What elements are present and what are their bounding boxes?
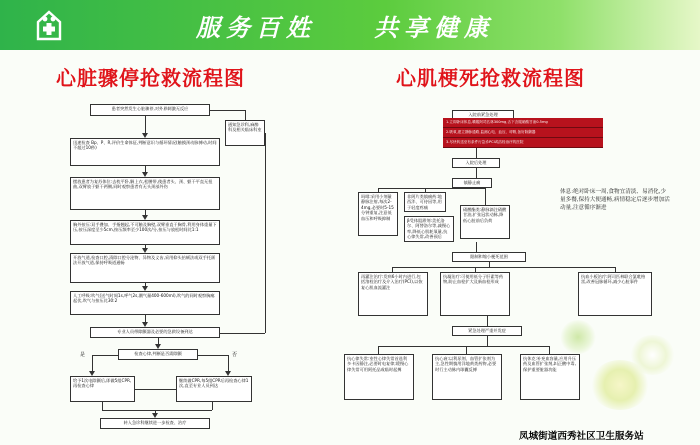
arrow-icon [142, 248, 148, 253]
connector [549, 346, 550, 354]
limit-infarct-box: 限制和缩小梗死范围 [452, 252, 526, 262]
arrow-icon [142, 215, 148, 220]
connector [92, 355, 93, 371]
treatment-box: 硝酸酯类:静脉滴注硝酸甘油,扩张冠状动脉,降低心脏前后负荷 [460, 205, 510, 239]
flow-step-box: 给予1次电除颤后,即做5组CPR,再检查心律 [70, 376, 135, 402]
connector [92, 355, 118, 356]
after-admission-box: 入院后处理 [452, 158, 500, 168]
notify-box: 通知急诊科,麻醉科及相关临床科室 [225, 120, 265, 146]
left-title: 心脏骤停抢救流程图 [56, 66, 245, 90]
connector [615, 267, 616, 272]
connector [466, 346, 467, 354]
connector [145, 116, 146, 133]
arrow-icon [142, 322, 148, 327]
organization-name: 凤城街道西秀社区卫生服务站 [519, 431, 644, 442]
connector [485, 188, 486, 205]
connector [378, 346, 379, 354]
connector [220, 333, 265, 334]
flow-step-box: 继续做CPR,每5组CPR后再检查心律1次,直至专业人员到达 [176, 376, 252, 402]
connector [392, 267, 393, 272]
connector [378, 188, 379, 192]
complications-box: 紧急处理严重并发症 [452, 326, 522, 336]
flow-step-box: 摆放患者为复苏体位:去枕平卧,解上衣,松腰带,使患者头、颈、躯干平直无扭曲,双臂放于躯干两侧,同时观察患者有无头颈部外伤 [70, 177, 220, 210]
therapy-box: 抗凝治疗:可使用低分子肝素等药物,防止血栓扩大及新血栓形成 [440, 272, 510, 316]
flow-start-box: 患者突然发生心脏骤停,对外界刺激无反应 [90, 104, 210, 116]
complication-box: 抗心衰:以利尿剂、血管扩张剂为主,急性期慎用洋地黄类药物,必要时行主动脉内球囊反搏 [432, 354, 502, 400]
connector [392, 267, 616, 268]
connector [476, 148, 477, 158]
flow-decision-box: 检查心律,判断是否需除颤 [118, 349, 198, 360]
arrow-icon [225, 371, 231, 376]
connector [476, 242, 477, 252]
connector [378, 346, 550, 347]
connector [489, 262, 490, 267]
right-title: 心肌梗死抢救流程图 [396, 66, 585, 90]
complication-box: 抗心律失常:室性心律失常首选利多卡因静注,必要时电复律;缓慢心律失常可用阿托品或临时起搏 [344, 354, 414, 400]
sedation-box: 镇静止痛 [452, 178, 492, 188]
connector [210, 110, 245, 111]
arrow-icon [142, 133, 148, 138]
no-label: 否 [232, 352, 238, 358]
flow-step-box: 专业人员带除颤器及必要的急救设备到达 [90, 327, 220, 338]
arrow-icon [142, 286, 148, 291]
yes-label: 是 [80, 352, 86, 358]
connector [475, 267, 476, 272]
flower-decoration [630, 335, 675, 375]
connector [212, 402, 213, 410]
band-line: 2.吸氧,建立静脉通路,监测心电、血压、呼吸,备好除颤器 [443, 128, 603, 138]
leaf-decoration [560, 320, 596, 354]
band-line: 1.立即卧床休息,嚼服阿司匹林300mg,舌下含服硝酸甘油0.5mg [443, 118, 603, 128]
therapy-box: 抗血小板治疗:阿司匹林联合氯吡格雷,改善冠脉循环,减少心脏事件 [578, 272, 652, 316]
connector [487, 316, 488, 326]
treatment-box: β受体阻滞剂:美托洛尔、阿替洛尔等,减慢心率,降低心肌耗氧量,抗心律失常,改善预后 [404, 216, 454, 242]
connector [425, 188, 426, 192]
band-line: 3.尽快转送至有条件行急诊PCI或溶栓治疗的医院 [443, 138, 603, 148]
connector [378, 188, 486, 189]
slogan-right: 共享健康 [374, 13, 494, 42]
pre-hospital-box: 入院前紧急处理 [452, 110, 514, 120]
header-banner [0, 0, 700, 50]
connector [102, 410, 212, 411]
connector [228, 355, 229, 371]
slogan-left: 服务百姓 [196, 13, 316, 42]
therapy-box: 再灌注治疗:发病6小时内进行,包括溶栓治疗及介入治疗(PCI),以恢复心肌血流灌注 [358, 272, 428, 316]
arrow-icon [89, 371, 95, 376]
flow-step-box: 人工呼吸:吹气(送气时间1s,呼气2s,潮气量400-600ml),吹气的同时观察胸廓起伏,吹气与按压比30:2 [70, 291, 220, 315]
rest-advice-text: 体息:绝对卧床一周,食物宜清淡、易消化,少量多餐,保持大便通畅,病情稳定后逐步增加活动量,注意循序渐进 [560, 189, 670, 211]
arrow-icon [142, 172, 148, 177]
connector [145, 315, 146, 322]
treatment-box: 非阿片类镇痛药:地西泮、可待因等,用于轻度疼痛 [404, 192, 446, 212]
health-station-logo-icon [34, 8, 64, 42]
treatment-box: 吗啡:采用小剂量静脉注射,每次2-4mg,必要时5-15分钟重复,注意低血压和呼吸抑制 [358, 192, 398, 236]
arrow-icon [152, 413, 158, 418]
connector [102, 402, 103, 410]
connector [135, 389, 176, 390]
connector [476, 168, 477, 178]
pre-hospital-steps-band [443, 118, 603, 148]
connector [265, 133, 266, 333]
flow-step-box: 胸外按压:双手叠加、手指翘起,不可触及胸壁,双臂垂直于胸骨,利用身体重量下压,按压深度至少5cm,按压频率至少100次/分,按压与放松时间比1:1 [70, 220, 220, 245]
complication-box: 抗休克:补充血容量,应用升压药及血管扩张剂,纠正酸中毒,保护重要脏器功能 [520, 354, 580, 400]
flow-step-box: 迅速检查 Bp、P、R,评价生命体征,判断意识与循环情况(触摸颈动脉搏动,时间不超过10秒) [70, 138, 220, 166]
connector [198, 355, 228, 356]
connector [245, 110, 246, 120]
arrow-icon [155, 344, 161, 349]
flow-step-box: 开放气道,检查口腔,清除口腔分泌物、异物及义齿,采用仰头抬颏法或双手托颌法开放气道,保持呼吸道通畅 [70, 253, 220, 283]
flow-end-box: 转入急诊科继续进一步检查、治疗 [100, 418, 210, 429]
connector [487, 336, 488, 346]
